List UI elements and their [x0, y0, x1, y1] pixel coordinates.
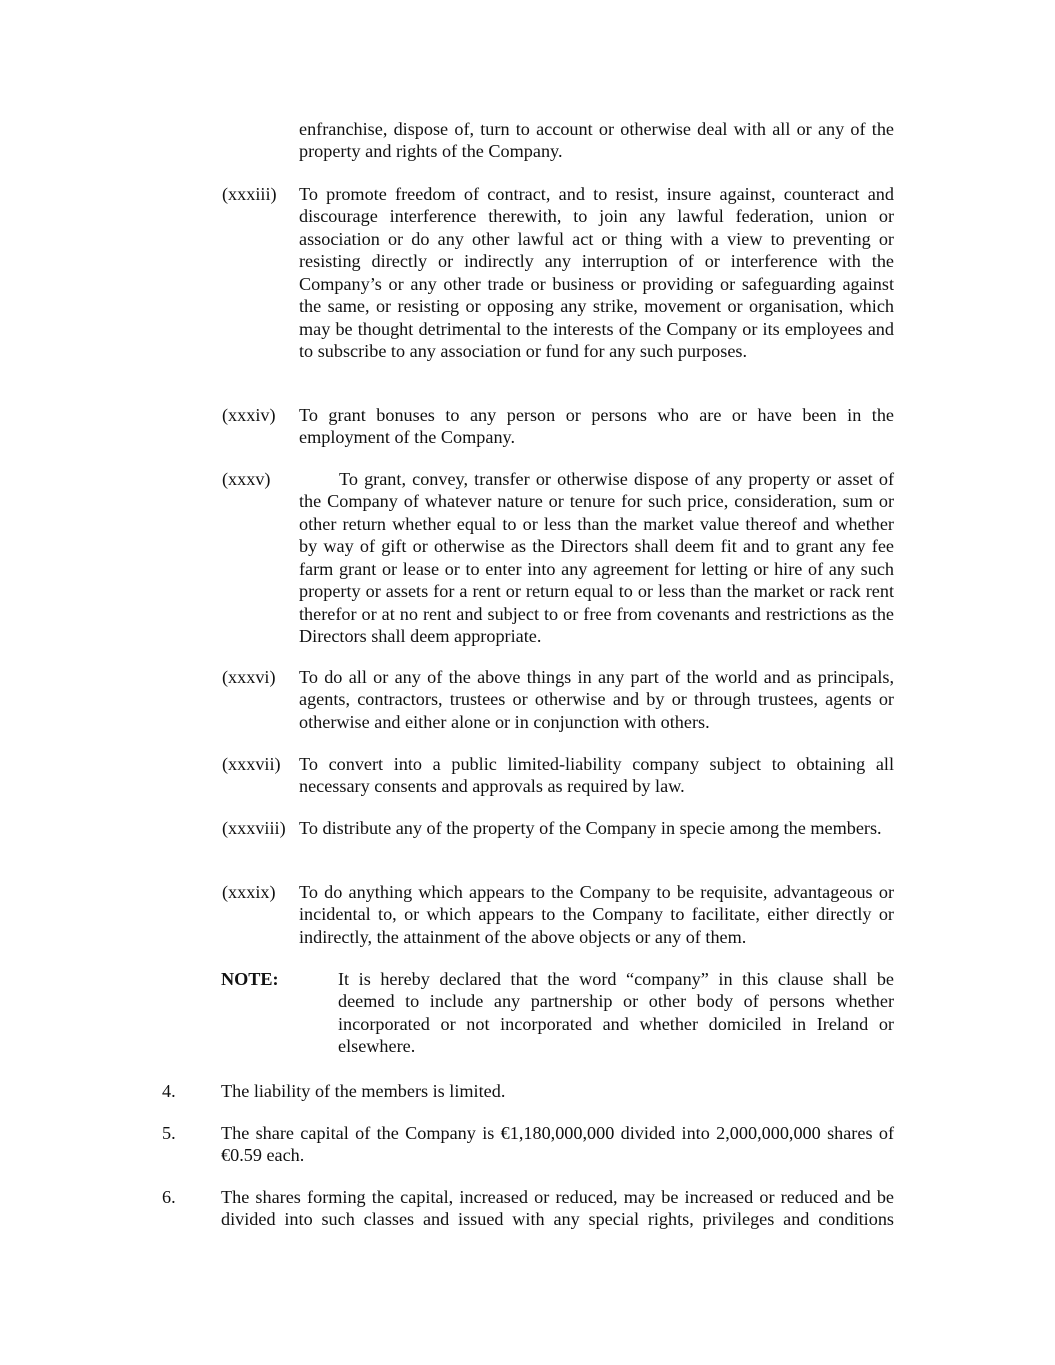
object-label: (xxxviii) [222, 818, 286, 838]
object-text: To promote freedom of contract, and to resist, insure against, counteract and discourage interference therewith, to join any lawful federation, union or association or do any other lawful act or thing with a view to preventing or resisting directly or indirectly any interruption of or interference with the Company’s or any other trade or business or providing or safeguarding against the same, or resisting or opposing any strike, movement or organisation, which may be thought detrimental to the interests of the Company or its employees and to subscribe to any association or fund for any such purposes. [299, 184, 894, 362]
object-label: (xxxiv) [222, 405, 276, 425]
object-text: To distribute any of the property of the Company in specie among the members. [299, 818, 882, 838]
note-label: NOTE: [221, 969, 279, 989]
clause-text: The liability of the members is limited. [221, 1081, 506, 1101]
continuation-paragraph [299, 118, 894, 163]
object-label: (xxxix) [222, 882, 276, 902]
object-text: To grant bonuses to any person or persons who are or have been in the employment of the Company. [299, 405, 894, 448]
object-text: To convert into a public limited-liability company subject to obtaining all necessary consents and approvals as required by law. [299, 754, 894, 797]
object-text: To grant, convey, transfer or otherwise dispose of any property or asset of the Company of whatever nature or tenure for such price, consideration, sum or other return whether equal to or less than the market value thereof and whether by way of gift or otherwise as the Directors shall deem fit and to grant any fee farm grant or lease or to enter into any agreement for letting or hire of any such property or assets for a rent or return equal to or less than the market or rack rent therefor or at no rent and subject to or free from covenants and restrictions as the Directors shall deem appropriate. [299, 469, 894, 647]
object-text: To do all or any of the above things in any part of the world and as principals, agents, contractors, trustees or otherwise and by or through trustees, agents or otherwise and either alone or in conjunction with others. [299, 667, 894, 732]
clause-text: The shares forming the capital, increased or reduced, may be increased or reduced and be divided into such classes and issued with any special rights, privileges and conditions [221, 1187, 894, 1230]
object-label: (xxxiii) [222, 184, 277, 204]
object-label: (xxxvi) [222, 667, 276, 687]
object-label: (xxxvii) [222, 754, 281, 774]
clause-text: The share capital of the Company is €1,180,000,000 divided into 2,000,000,000 shares of €0.59 each. [221, 1123, 894, 1166]
object-text: To do anything which appears to the Company to be requisite, advantageous or incidental to, or which appears to the Company to facilitate, either directly or indirectly, the attainment of the above objects or any of them. [299, 882, 894, 947]
continuation-text: enfranchise, dispose of, turn to account or otherwise deal with all or any of the property and rights of the Company. [299, 119, 894, 162]
clause-number: 5. [162, 1123, 176, 1143]
clause-number: 4. [162, 1081, 176, 1101]
note-text: It is hereby declared that the word “company” in this clause shall be deemed to include any partnership or other body of persons whether incorporated or not incorporated and whether domiciled in Ireland or elsewhere. [338, 969, 894, 1057]
clause-number: 6. [162, 1187, 176, 1207]
object-label: (xxxv) [222, 469, 271, 489]
